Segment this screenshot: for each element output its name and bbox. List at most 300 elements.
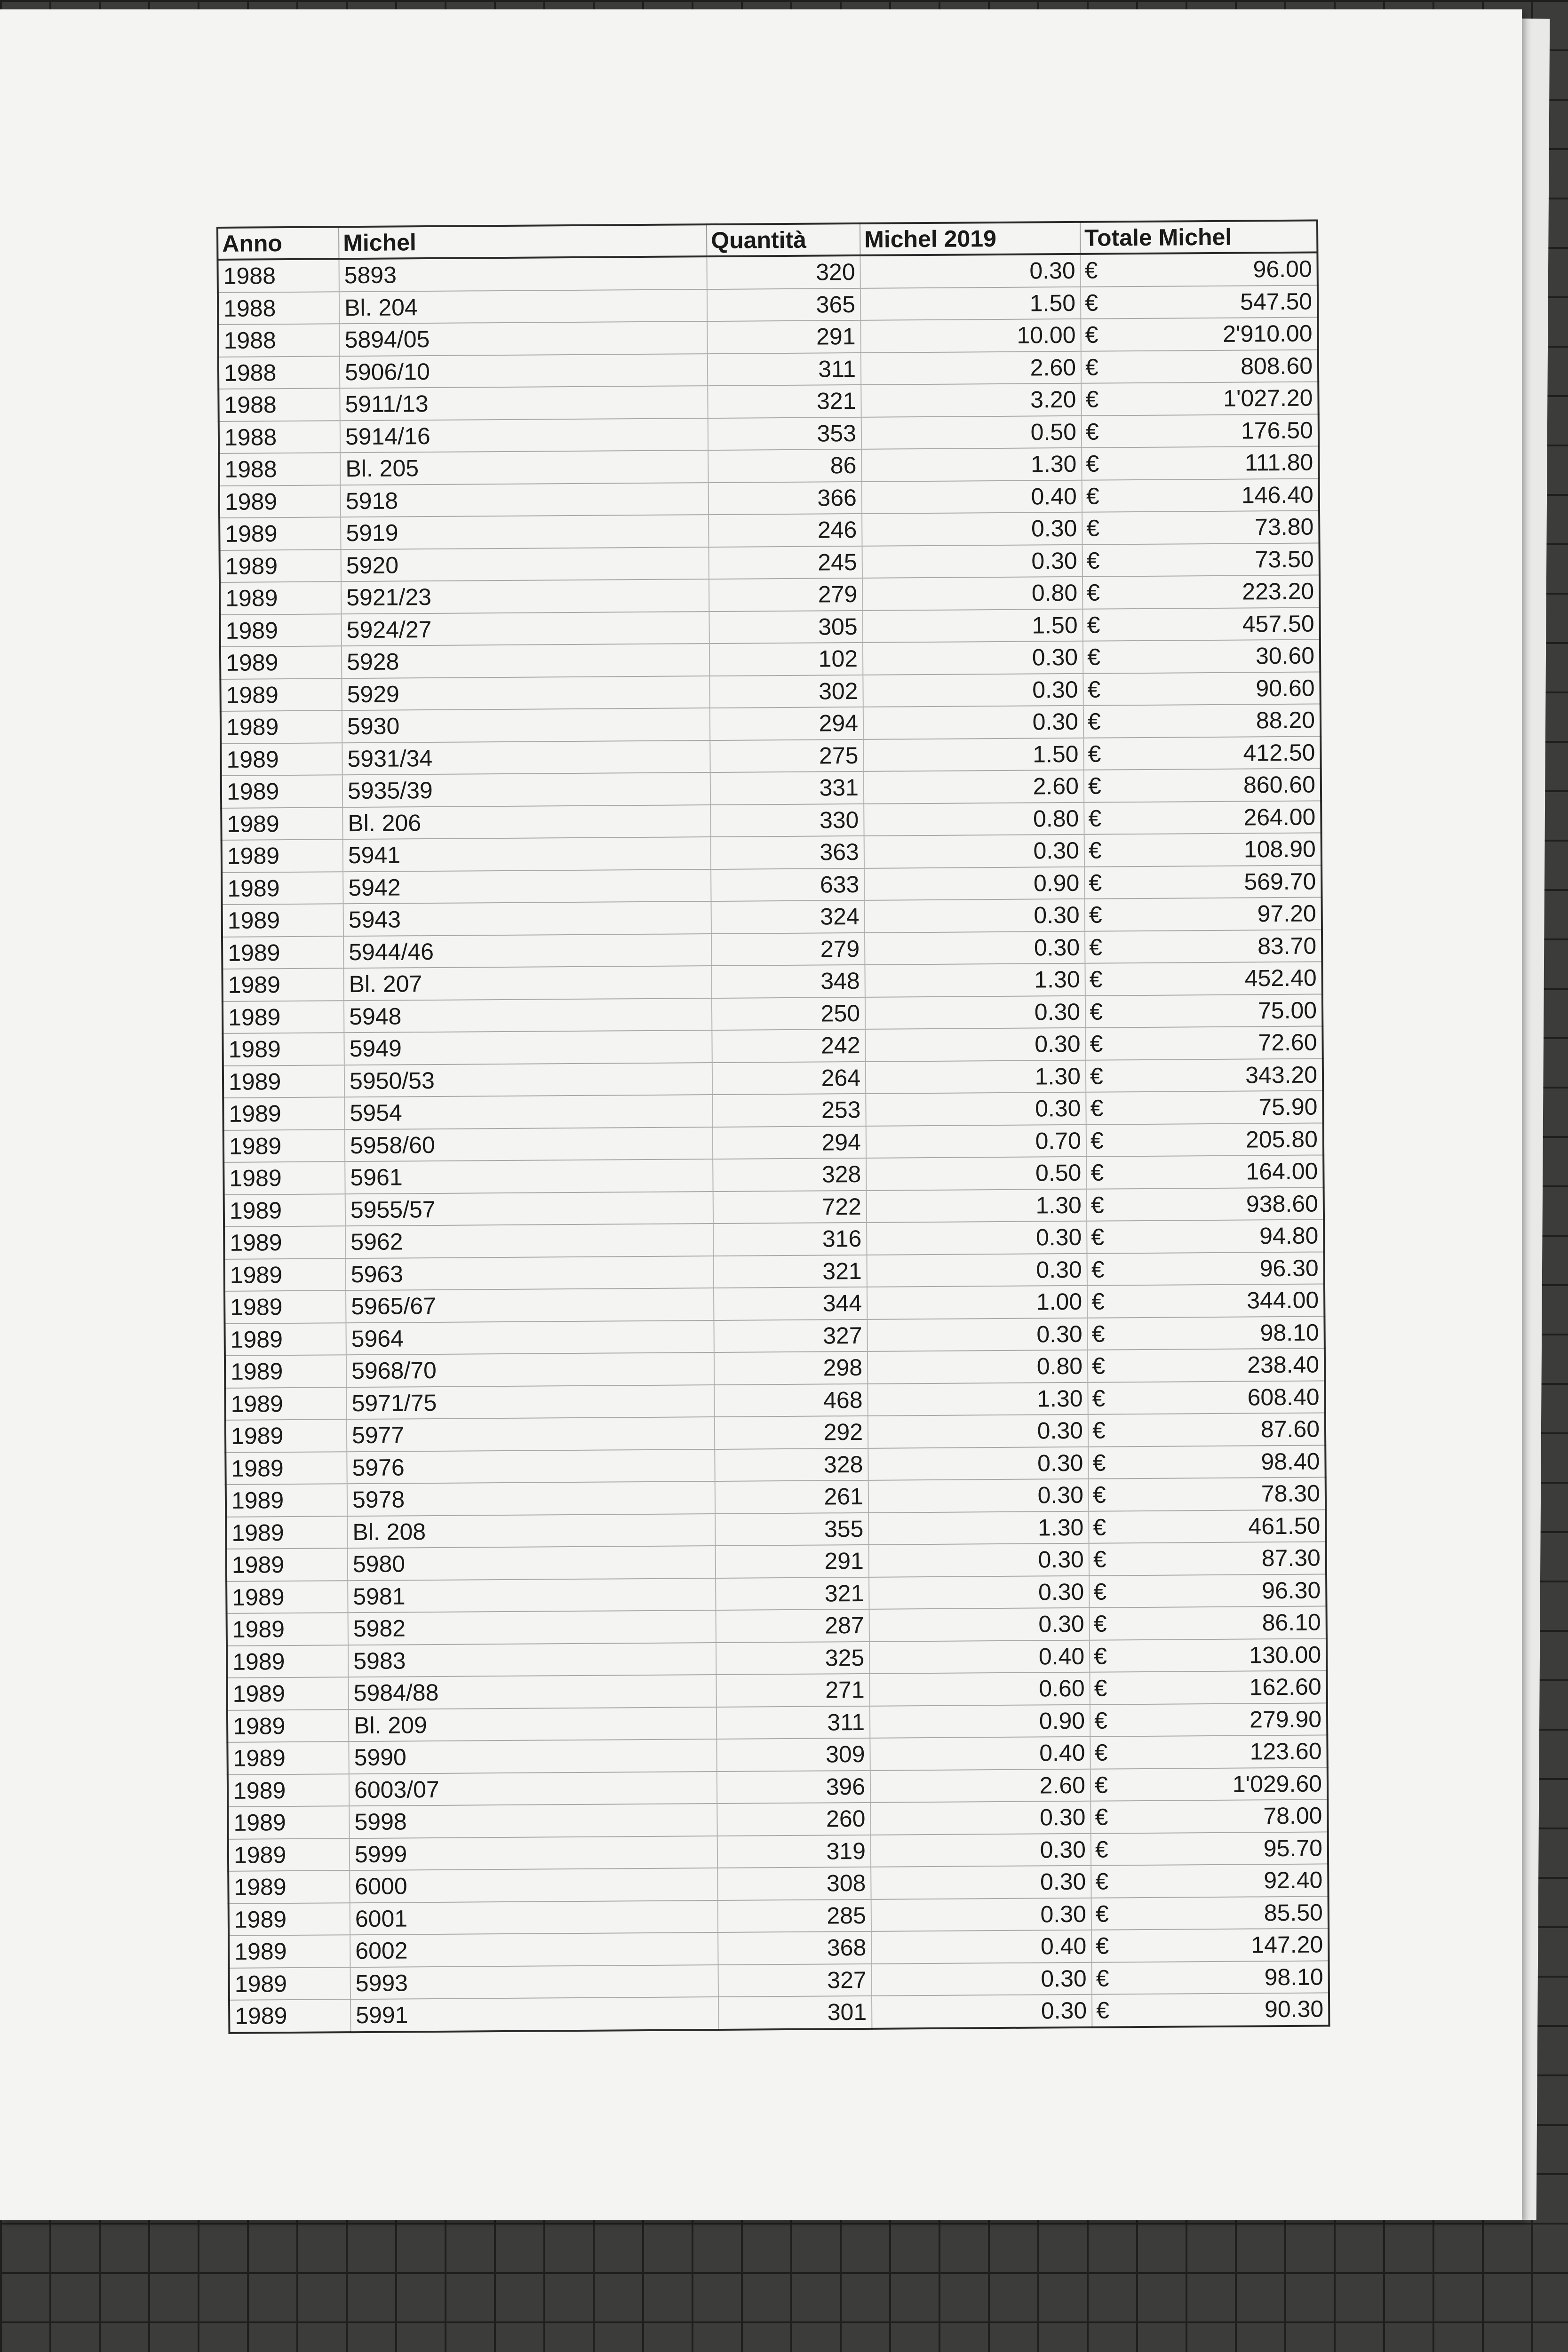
cell-michel: 5930 bbox=[342, 708, 710, 743]
header-totale-michel: Totale Michel bbox=[1080, 220, 1317, 254]
cell-michel: 5954 bbox=[344, 1095, 712, 1129]
cell-michel: 5964 bbox=[346, 1320, 714, 1355]
cell-totale: 90.30 bbox=[1130, 1993, 1329, 2026]
cell-totale: 461.50 bbox=[1126, 1510, 1326, 1543]
cell-totale: 108.90 bbox=[1122, 833, 1321, 866]
cell-anno: 1988 bbox=[218, 388, 340, 421]
cell-totale: 279.90 bbox=[1128, 1703, 1327, 1736]
cell-anno: 1989 bbox=[228, 1774, 349, 1807]
cell-anno: 1989 bbox=[221, 775, 342, 808]
cell-michel-2019: 2.60 bbox=[864, 770, 1084, 804]
cell-totale: 97.20 bbox=[1122, 897, 1322, 930]
cell-michel: 5894/05 bbox=[339, 321, 707, 356]
table-row bbox=[229, 1993, 1329, 2033]
cell-quantita: 250 bbox=[712, 997, 865, 1030]
cell-michel-2019: 0.30 bbox=[863, 673, 1083, 707]
cell-totale: 72.60 bbox=[1123, 1026, 1322, 1059]
cell-currency: € bbox=[1088, 1350, 1125, 1382]
cell-michel-2019: 0.30 bbox=[862, 512, 1082, 546]
cell-quantita: 311 bbox=[716, 1706, 870, 1739]
cell-currency: € bbox=[1092, 1994, 1130, 2027]
cell-quantita: 292 bbox=[715, 1416, 868, 1449]
cell-currency: € bbox=[1090, 1672, 1127, 1704]
cell-anno: 1989 bbox=[220, 549, 341, 582]
cell-michel-2019: 0.30 bbox=[872, 1962, 1092, 1996]
cell-quantita: 287 bbox=[716, 1609, 869, 1643]
cell-michel: 5998 bbox=[349, 1804, 717, 1838]
cell-totale: 83.70 bbox=[1122, 930, 1322, 963]
cell-totale: 205.80 bbox=[1124, 1123, 1323, 1156]
header-quantita: Quantità bbox=[707, 223, 860, 256]
cell-michel-2019: 0.30 bbox=[865, 1028, 1085, 1062]
cell-michel: Bl. 205 bbox=[340, 450, 708, 485]
cell-currency: € bbox=[1086, 1060, 1123, 1092]
cell-totale: 86.10 bbox=[1127, 1606, 1327, 1639]
cell-currency: € bbox=[1081, 383, 1119, 415]
cell-anno: 1989 bbox=[229, 1935, 350, 1968]
cell-anno: 1989 bbox=[229, 1903, 350, 1936]
cell-michel: 5942 bbox=[343, 869, 711, 904]
cell-currency: € bbox=[1082, 544, 1120, 577]
cell-quantita: 328 bbox=[713, 1158, 866, 1192]
cell-totale: 78.00 bbox=[1128, 1799, 1328, 1833]
cell-michel: 6001 bbox=[350, 1900, 718, 1935]
cell-currency: € bbox=[1081, 318, 1118, 351]
cell-currency: € bbox=[1085, 995, 1123, 1028]
cell-quantita: 253 bbox=[712, 1094, 866, 1127]
cell-michel-2019: 1.30 bbox=[868, 1511, 1089, 1545]
cell-michel: 5935/39 bbox=[342, 772, 710, 807]
cell-quantita: 261 bbox=[715, 1480, 868, 1514]
paper-sheet bbox=[0, 9, 1522, 2220]
cell-michel-2019: 0.40 bbox=[862, 480, 1082, 514]
cell-michel: 5921/23 bbox=[341, 579, 709, 614]
cell-anno: 1989 bbox=[221, 743, 342, 776]
cell-quantita: 331 bbox=[710, 771, 864, 805]
cell-totale: 92.40 bbox=[1129, 1864, 1328, 1897]
cell-quantita: 353 bbox=[708, 417, 861, 450]
cell-currency: € bbox=[1084, 866, 1122, 899]
cell-quantita: 316 bbox=[713, 1223, 867, 1256]
cell-anno: 1989 bbox=[229, 1999, 350, 2033]
cell-quantita: 330 bbox=[710, 803, 864, 837]
cell-michel: 5944/46 bbox=[343, 934, 711, 969]
cell-michel: 5950/53 bbox=[344, 1063, 712, 1097]
cell-michel-2019: 0.30 bbox=[865, 995, 1085, 1029]
cell-totale: 608.40 bbox=[1125, 1381, 1325, 1414]
cell-currency: € bbox=[1080, 254, 1118, 286]
cell-michel: 5984/88 bbox=[348, 1675, 716, 1709]
cell-anno: 1988 bbox=[217, 259, 339, 292]
cell-totale: 547.50 bbox=[1118, 285, 1318, 318]
cell-michel-2019: 2.60 bbox=[870, 1769, 1090, 1803]
cell-totale: 73.50 bbox=[1120, 543, 1320, 576]
cell-anno: 1989 bbox=[222, 936, 343, 969]
cell-michel-2019: 3.20 bbox=[861, 383, 1081, 417]
cell-quantita: 355 bbox=[715, 1512, 868, 1546]
cell-michel-2019: 1.30 bbox=[868, 1382, 1088, 1416]
cell-quantita: 275 bbox=[710, 739, 863, 772]
cell-totale: 569.70 bbox=[1122, 865, 1321, 898]
cell-quantita: 301 bbox=[718, 1996, 872, 2030]
cell-currency: € bbox=[1082, 480, 1120, 512]
cell-totale: 98.10 bbox=[1130, 1961, 1329, 1994]
cell-currency: € bbox=[1086, 1156, 1124, 1189]
cell-quantita: 309 bbox=[716, 1738, 870, 1772]
cell-totale: 344.00 bbox=[1125, 1284, 1324, 1317]
cell-michel: 5983 bbox=[348, 1643, 716, 1677]
cell-michel-2019: 0.40 bbox=[871, 1930, 1091, 1964]
cell-michel: 5978 bbox=[347, 1481, 715, 1516]
cell-quantita: 328 bbox=[715, 1448, 868, 1481]
cell-anno: 1988 bbox=[219, 421, 340, 453]
cell-currency: € bbox=[1090, 1640, 1127, 1672]
cell-michel: 5929 bbox=[342, 676, 709, 711]
cell-michel: Bl. 208 bbox=[347, 1514, 715, 1549]
cell-michel: 5948 bbox=[344, 998, 712, 1033]
cell-quantita: 86 bbox=[708, 449, 861, 483]
cell-michel-2019: 1.50 bbox=[862, 609, 1082, 643]
table-body bbox=[217, 252, 1329, 2033]
cell-currency: € bbox=[1088, 1382, 1125, 1414]
cell-currency: € bbox=[1087, 1189, 1124, 1221]
cell-currency: € bbox=[1087, 1318, 1125, 1350]
cell-quantita: 242 bbox=[712, 1029, 865, 1063]
cell-michel: Bl. 206 bbox=[342, 805, 710, 840]
cell-quantita: 305 bbox=[709, 610, 862, 644]
cell-totale: 73.80 bbox=[1120, 510, 1319, 544]
cell-quantita: 633 bbox=[711, 868, 864, 901]
cell-currency: € bbox=[1085, 898, 1122, 931]
cell-michel-2019: 1.30 bbox=[865, 963, 1085, 997]
cell-anno: 1989 bbox=[225, 1419, 347, 1452]
cell-michel: 5920 bbox=[341, 547, 709, 582]
cell-michel: 6002 bbox=[350, 1932, 718, 1967]
cell-anno: 1989 bbox=[224, 1323, 346, 1356]
cell-anno: 1989 bbox=[224, 1290, 346, 1323]
cell-anno: 1989 bbox=[222, 968, 343, 1001]
cell-anno: 1989 bbox=[227, 1645, 348, 1678]
cell-quantita: 279 bbox=[709, 578, 862, 612]
cell-michel: 5993 bbox=[350, 1965, 718, 2000]
cell-quantita: 396 bbox=[717, 1770, 870, 1804]
cell-michel-2019: 0.80 bbox=[864, 802, 1084, 836]
header-michel: Michel bbox=[339, 224, 707, 259]
cell-currency: € bbox=[1082, 447, 1119, 480]
cell-totale: 176.50 bbox=[1119, 414, 1319, 447]
cell-currency: € bbox=[1089, 1511, 1126, 1543]
cell-totale: 75.00 bbox=[1123, 994, 1322, 1027]
cell-michel: 5981 bbox=[348, 1578, 716, 1613]
cell-michel: 5919 bbox=[341, 515, 708, 549]
cell-currency: € bbox=[1090, 1801, 1128, 1833]
cell-michel-2019: 1.30 bbox=[867, 1189, 1087, 1223]
cell-totale: 123.60 bbox=[1128, 1735, 1327, 1768]
cell-anno: 1989 bbox=[220, 614, 341, 647]
cell-anno: 1988 bbox=[219, 453, 340, 485]
cell-michel: 5999 bbox=[350, 1836, 717, 1871]
cell-michel-2019: 1.50 bbox=[860, 286, 1081, 320]
cell-totale: 98.10 bbox=[1125, 1316, 1324, 1350]
cell-michel: 5991 bbox=[350, 1997, 718, 2032]
cell-quantita: 291 bbox=[707, 320, 860, 354]
cell-totale: 146.40 bbox=[1120, 478, 1319, 512]
cell-anno: 1989 bbox=[222, 839, 343, 872]
cell-michel-2019: 0.90 bbox=[870, 1704, 1090, 1738]
cell-michel-2019: 0.80 bbox=[868, 1350, 1088, 1384]
cell-totale: 223.20 bbox=[1120, 575, 1320, 608]
cell-anno: 1989 bbox=[227, 1709, 349, 1742]
cell-totale: 162.60 bbox=[1127, 1670, 1327, 1704]
cell-currency: € bbox=[1085, 931, 1122, 963]
cell-totale: 147.20 bbox=[1129, 1928, 1329, 1962]
cell-michel-2019: 0.30 bbox=[866, 1092, 1086, 1126]
cell-totale: 412.50 bbox=[1121, 736, 1321, 770]
cell-currency: € bbox=[1088, 1414, 1126, 1446]
cell-quantita: 245 bbox=[709, 546, 862, 579]
cell-michel: 5906/10 bbox=[340, 354, 708, 389]
cell-totale: 95.70 bbox=[1129, 1832, 1328, 1865]
cell-michel-2019: 1.30 bbox=[866, 1060, 1086, 1094]
cell-anno: 1988 bbox=[218, 292, 339, 325]
cell-michel: 5961 bbox=[345, 1159, 713, 1194]
cell-quantita: 102 bbox=[709, 643, 863, 676]
cell-anno: 1989 bbox=[229, 1967, 350, 2000]
cell-quantita: 271 bbox=[716, 1674, 869, 1707]
cell-michel-2019: 0.30 bbox=[867, 1253, 1087, 1287]
cell-currency: € bbox=[1086, 1092, 1123, 1124]
cell-anno: 1989 bbox=[224, 1258, 346, 1291]
cell-quantita: 321 bbox=[714, 1255, 867, 1288]
cell-anno: 1989 bbox=[223, 1033, 344, 1065]
cell-anno: 1989 bbox=[223, 1065, 344, 1098]
cell-michel-2019: 0.30 bbox=[871, 1833, 1091, 1867]
cell-michel-2019: 0.30 bbox=[870, 1801, 1090, 1835]
cell-michel: 5980 bbox=[348, 1546, 716, 1581]
cell-quantita: 298 bbox=[714, 1351, 868, 1385]
cell-michel: Bl. 204 bbox=[339, 289, 707, 324]
cell-michel-2019: 2.60 bbox=[861, 351, 1081, 385]
cell-currency: € bbox=[1091, 1865, 1129, 1898]
cell-totale: 130.00 bbox=[1127, 1638, 1327, 1672]
cell-michel: Bl. 209 bbox=[349, 1707, 716, 1742]
cell-michel-2019: 1.50 bbox=[863, 738, 1083, 771]
cell-currency: € bbox=[1083, 738, 1121, 770]
cell-michel: 5977 bbox=[347, 1417, 715, 1452]
cell-currency: € bbox=[1082, 576, 1120, 609]
cell-anno: 1989 bbox=[224, 1226, 345, 1259]
cell-anno: 1988 bbox=[218, 356, 340, 389]
cell-totale: 111.80 bbox=[1119, 446, 1319, 479]
cell-michel-2019: 0.30 bbox=[868, 1479, 1089, 1513]
cell-quantita: 246 bbox=[708, 514, 862, 547]
cell-michel-2019: 0.60 bbox=[869, 1672, 1090, 1706]
cell-totale: 78.30 bbox=[1126, 1477, 1326, 1510]
cell-currency: € bbox=[1090, 1607, 1127, 1640]
cell-quantita: 344 bbox=[714, 1287, 867, 1320]
cell-currency: € bbox=[1087, 1285, 1125, 1318]
cell-michel-2019: 0.30 bbox=[871, 1898, 1091, 1931]
printed-spreadsheet bbox=[216, 219, 1328, 2034]
cell-quantita: 325 bbox=[716, 1641, 869, 1675]
cell-totale: 30.60 bbox=[1121, 639, 1320, 673]
cell-currency: € bbox=[1091, 1898, 1129, 1930]
cell-currency: € bbox=[1089, 1478, 1126, 1511]
cell-michel: 5963 bbox=[346, 1256, 714, 1291]
cell-anno: 1989 bbox=[223, 1001, 344, 1033]
cell-totale: 264.00 bbox=[1122, 801, 1321, 834]
cell-michel-2019: 0.30 bbox=[867, 1318, 1087, 1351]
cell-anno: 1989 bbox=[225, 1355, 346, 1388]
cell-totale: 343.20 bbox=[1123, 1058, 1323, 1092]
cell-michel: 5990 bbox=[349, 1739, 716, 1774]
cell-michel-2019: 0.50 bbox=[866, 1157, 1086, 1191]
cell-michel: 5931/34 bbox=[342, 740, 710, 775]
cell-anno: 1989 bbox=[222, 872, 343, 905]
cell-michel-2019: 0.40 bbox=[870, 1737, 1090, 1771]
cell-quantita: 327 bbox=[718, 1963, 872, 1997]
cell-quantita: 279 bbox=[711, 932, 865, 966]
cell-totale: 452.40 bbox=[1122, 961, 1322, 995]
cell-michel: 6000 bbox=[350, 1868, 717, 1903]
cell-quantita: 319 bbox=[717, 1835, 871, 1868]
cell-michel-2019: 0.30 bbox=[871, 1866, 1091, 1899]
cell-totale: 1'027.20 bbox=[1119, 381, 1318, 415]
cell-michel-2019: 0.30 bbox=[860, 254, 1080, 288]
cell-currency: € bbox=[1084, 834, 1122, 866]
cell-currency: € bbox=[1081, 286, 1118, 319]
cell-michel: 6003/07 bbox=[349, 1772, 717, 1806]
cell-totale: 808.60 bbox=[1119, 350, 1318, 383]
cell-anno: 1989 bbox=[220, 646, 342, 679]
cell-michel: 5928 bbox=[342, 644, 709, 678]
cell-anno: 1989 bbox=[225, 1452, 347, 1485]
cell-michel-2019: 10.00 bbox=[860, 319, 1081, 353]
cell-quantita: 308 bbox=[717, 1867, 871, 1900]
cell-michel: 5914/16 bbox=[340, 418, 708, 453]
cell-michel: 5941 bbox=[343, 837, 711, 872]
cell-quantita: 321 bbox=[708, 385, 861, 418]
cell-quantita: 260 bbox=[717, 1803, 870, 1836]
cell-anno: 1989 bbox=[219, 517, 341, 550]
cell-michel-2019: 0.80 bbox=[862, 577, 1082, 611]
cell-currency: € bbox=[1091, 1833, 1129, 1866]
cell-michel-2019: 0.90 bbox=[864, 866, 1084, 900]
cell-quantita: 320 bbox=[707, 255, 860, 289]
header-anno: Anno bbox=[217, 227, 339, 260]
cell-currency: € bbox=[1089, 1575, 1127, 1608]
cell-currency: € bbox=[1082, 609, 1120, 641]
cell-michel: 5924/27 bbox=[341, 612, 709, 646]
cell-anno: 1989 bbox=[227, 1677, 348, 1710]
cell-quantita: 264 bbox=[712, 1061, 866, 1095]
cell-michel-2019: 0.30 bbox=[864, 834, 1084, 868]
cell-anno: 1989 bbox=[220, 678, 342, 711]
cell-currency: € bbox=[1085, 1027, 1123, 1060]
cell-currency: € bbox=[1087, 1221, 1124, 1253]
cell-totale: 94.80 bbox=[1124, 1219, 1324, 1253]
cell-michel-2019: 0.30 bbox=[863, 706, 1083, 739]
cell-anno: 1989 bbox=[226, 1581, 348, 1613]
cell-currency: € bbox=[1083, 705, 1121, 738]
cell-michel-2019: 0.30 bbox=[869, 1543, 1089, 1577]
cell-anno: 1989 bbox=[226, 1516, 347, 1549]
cell-michel: 5911/13 bbox=[340, 386, 708, 421]
cell-currency: € bbox=[1092, 1962, 1130, 1994]
cell-totale: 87.30 bbox=[1127, 1542, 1326, 1575]
cell-currency: € bbox=[1090, 1704, 1128, 1737]
cell-totale: 860.60 bbox=[1122, 768, 1321, 802]
cell-quantita: 468 bbox=[714, 1383, 868, 1417]
cell-michel: 5968/70 bbox=[346, 1352, 714, 1387]
cell-michel: 5943 bbox=[343, 901, 711, 936]
cell-quantita: 327 bbox=[714, 1319, 867, 1352]
cell-anno: 1989 bbox=[225, 1387, 346, 1420]
cell-currency: € bbox=[1089, 1543, 1127, 1575]
cell-anno: 1989 bbox=[219, 485, 341, 518]
cell-currency: € bbox=[1081, 351, 1119, 383]
cell-michel-2019: 0.30 bbox=[872, 1994, 1092, 2029]
cell-michel-2019: 0.30 bbox=[868, 1446, 1088, 1480]
cell-totale: 87.60 bbox=[1126, 1413, 1325, 1446]
cell-michel: 5965/67 bbox=[346, 1288, 714, 1323]
cell-totale: 96.00 bbox=[1118, 252, 1317, 286]
cell-totale: 85.50 bbox=[1129, 1896, 1329, 1930]
cell-anno: 1988 bbox=[218, 324, 339, 357]
cell-currency: € bbox=[1082, 415, 1119, 448]
cell-quantita: 365 bbox=[707, 288, 860, 321]
cell-michel: 5949 bbox=[344, 1030, 712, 1065]
cell-michel-2019: 0.30 bbox=[868, 1414, 1088, 1448]
cell-totale: 164.00 bbox=[1124, 1155, 1323, 1188]
cell-michel-2019: 0.70 bbox=[866, 1124, 1086, 1158]
cell-michel-2019: 0.30 bbox=[865, 899, 1085, 933]
cell-totale: 1'029.60 bbox=[1128, 1767, 1328, 1801]
cell-totale: 938.60 bbox=[1124, 1187, 1324, 1221]
cell-currency: € bbox=[1086, 1124, 1124, 1157]
header-michel-2019: Michel 2019 bbox=[860, 222, 1080, 255]
cell-quantita: 291 bbox=[716, 1545, 869, 1578]
cell-michel: 5982 bbox=[348, 1610, 716, 1645]
cell-michel-2019: 0.50 bbox=[861, 415, 1082, 449]
cell-michel-2019: 0.30 bbox=[869, 1608, 1090, 1642]
cell-michel: 5958/60 bbox=[345, 1127, 713, 1162]
cell-currency: € bbox=[1091, 1930, 1129, 1962]
cell-quantita: 294 bbox=[713, 1126, 866, 1159]
cell-michel: 5918 bbox=[341, 483, 708, 517]
cell-anno: 1989 bbox=[222, 904, 343, 937]
cell-totale: 75.90 bbox=[1123, 1090, 1323, 1124]
cell-quantita: 722 bbox=[713, 1190, 867, 1224]
cell-michel-2019: 0.30 bbox=[863, 641, 1083, 675]
cell-currency: € bbox=[1082, 512, 1120, 544]
cell-anno: 1989 bbox=[224, 1194, 345, 1227]
cell-currency: € bbox=[1084, 802, 1122, 834]
cell-michel: 5962 bbox=[345, 1224, 713, 1258]
cell-michel-2019: 1.30 bbox=[861, 448, 1082, 482]
cell-currency: € bbox=[1087, 1253, 1125, 1286]
cell-michel-2019: 1.00 bbox=[867, 1286, 1087, 1319]
cell-michel-2019: 0.30 bbox=[867, 1221, 1087, 1255]
cell-totale: 96.30 bbox=[1127, 1574, 1326, 1607]
cell-currency: € bbox=[1085, 963, 1122, 995]
cell-michel: 5976 bbox=[347, 1449, 715, 1484]
cell-quantita: 294 bbox=[710, 707, 863, 740]
stamp-inventory-table bbox=[216, 219, 1330, 2034]
cell-anno: 1989 bbox=[223, 1129, 345, 1162]
cell-quantita: 311 bbox=[708, 352, 861, 386]
cell-anno: 1989 bbox=[223, 1097, 344, 1130]
